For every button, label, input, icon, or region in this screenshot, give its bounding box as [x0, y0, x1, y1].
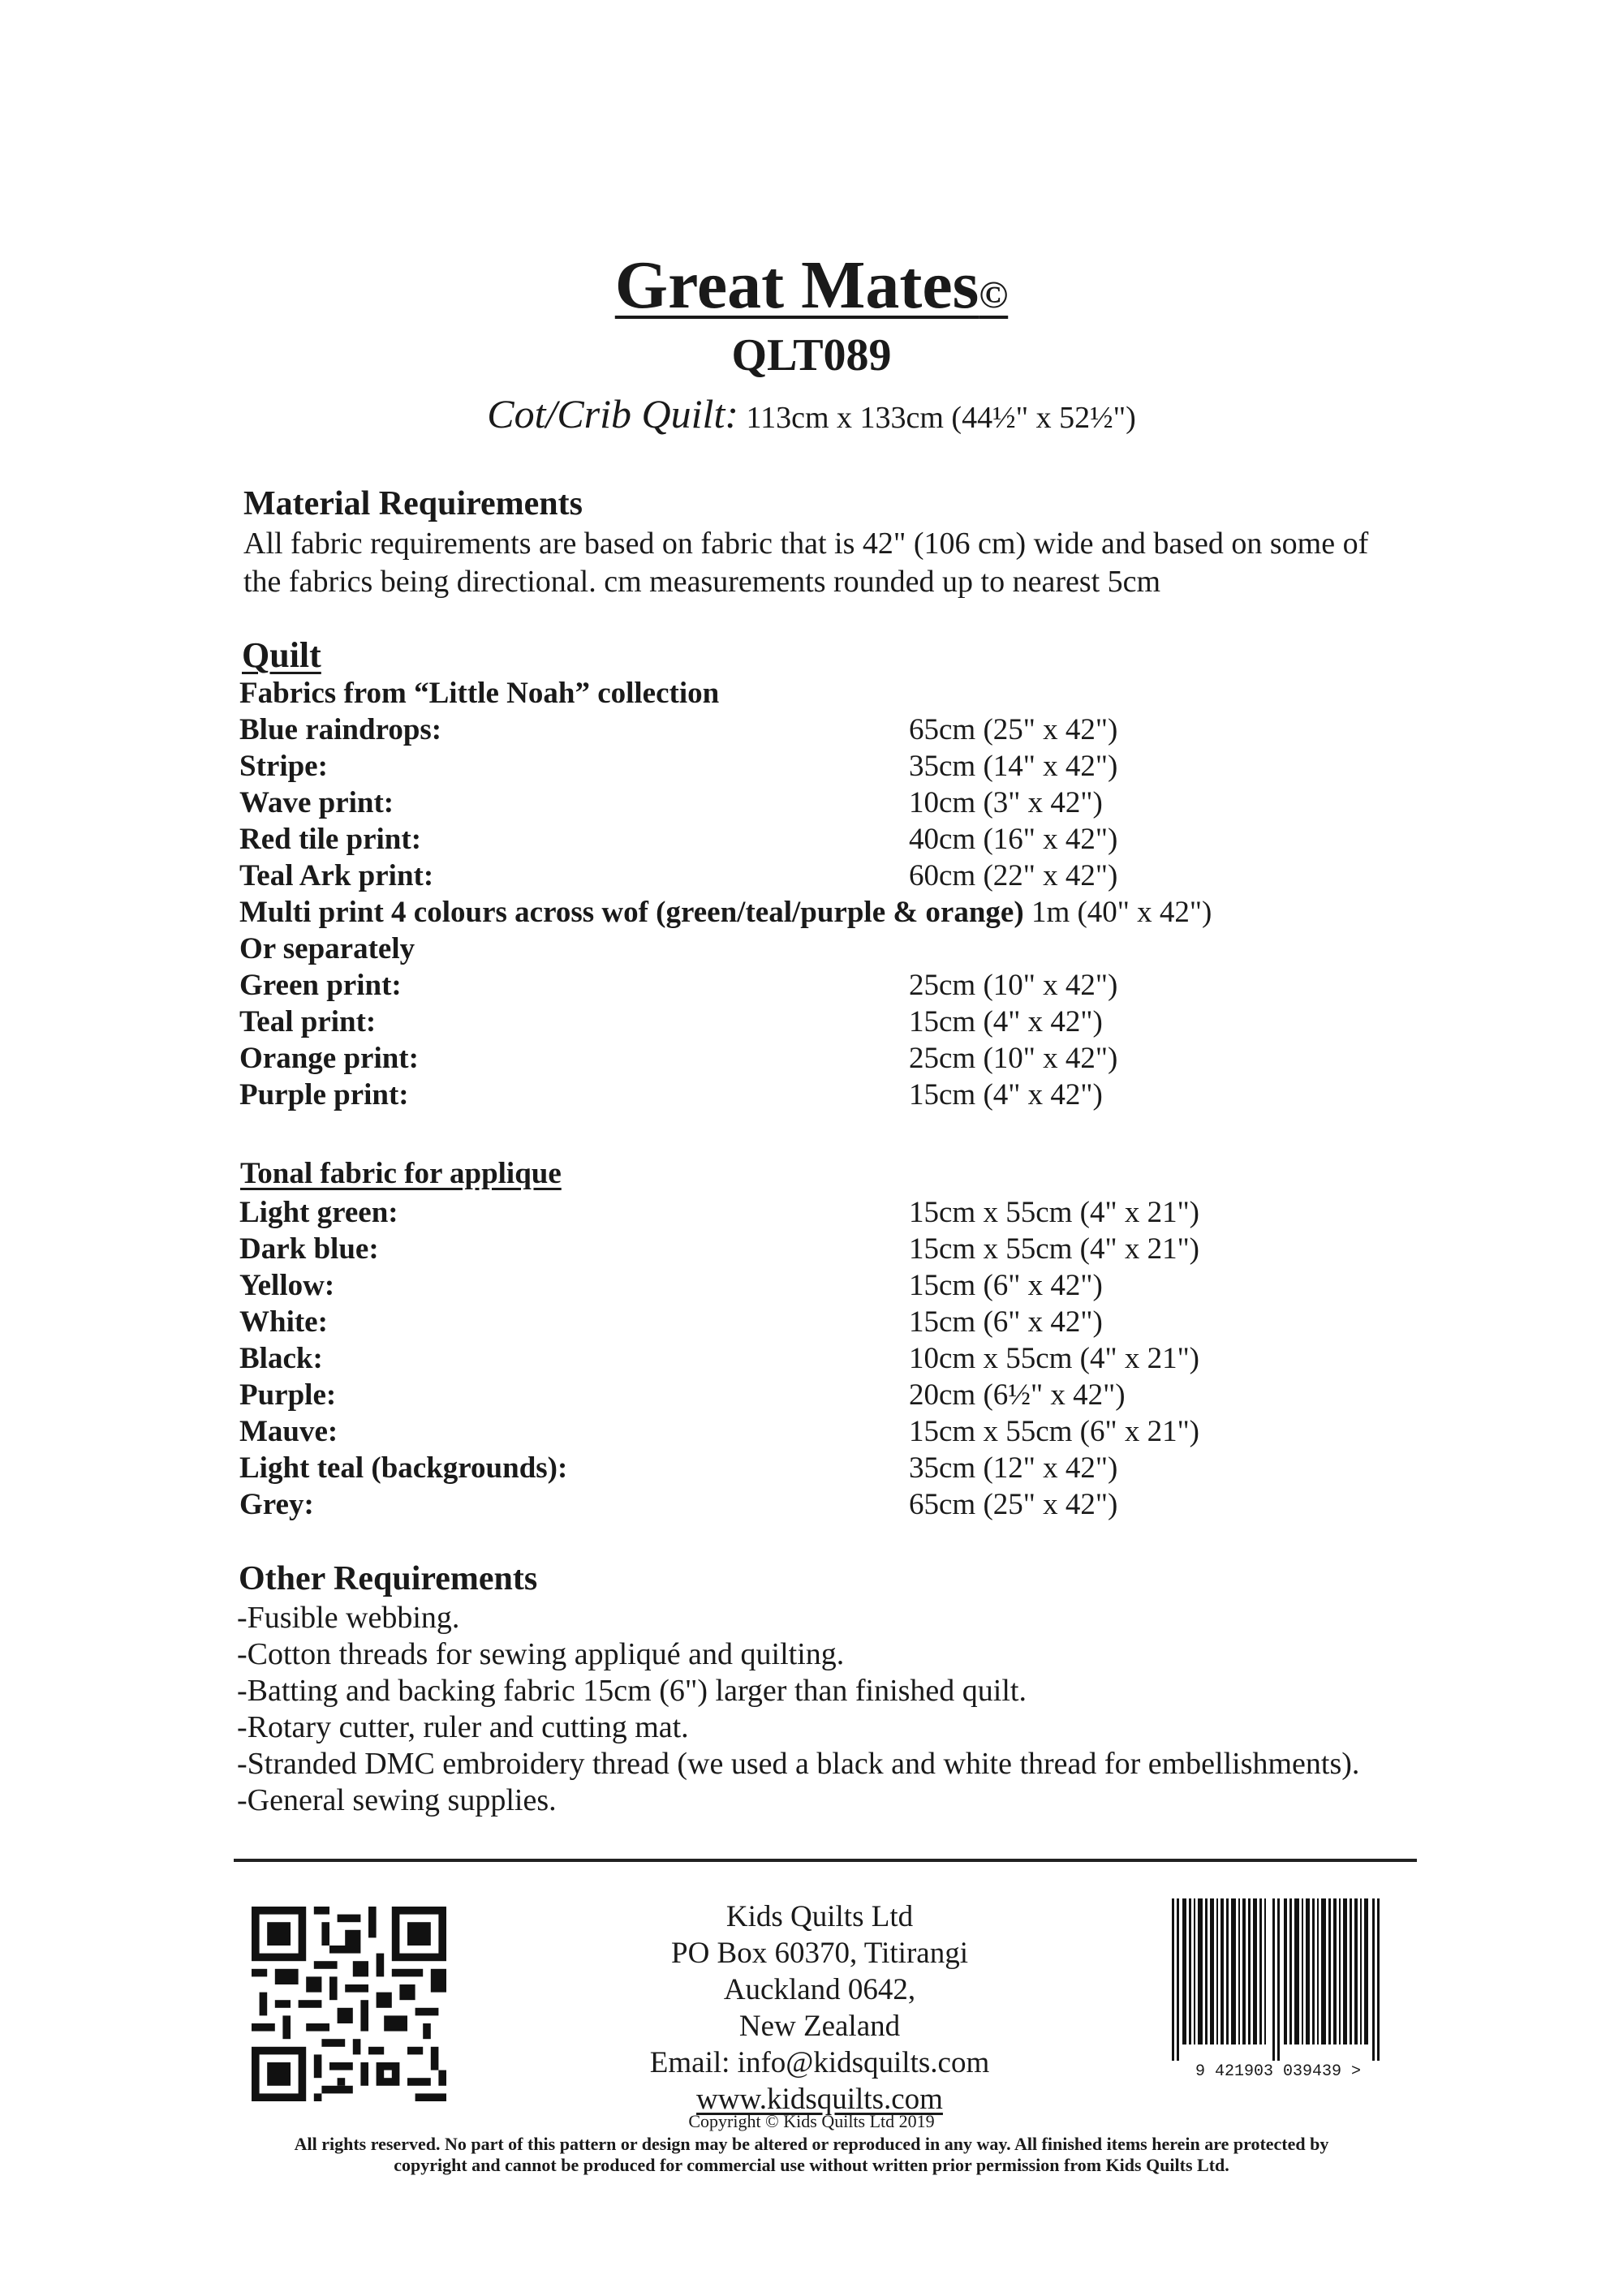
title-text: Great Mates	[614, 247, 979, 323]
list-item: -Stranded DMC embroidery thread (we used a black and white thread for embellishments).	[237, 1747, 1360, 1781]
multi-print-amount: 1m (40" x 42")	[1031, 896, 1212, 929]
separately-line	[239, 931, 1457, 967]
country: New Zealand	[738, 2010, 901, 2043]
email: Email: info@kidsquilts.com	[649, 2046, 990, 2079]
list-item: Green print: 25cm (10" x 42")	[239, 969, 1118, 1002]
rights-line-1: All rights reserved. No part of this pattern or design may be altered or reproduced in any way. All finished items herein are protected by	[294, 2134, 1329, 2154]
list-item: Yellow: 15cm (6" x 42")	[239, 1269, 1103, 1302]
po-box: PO Box 60370, Titirangi	[671, 1937, 968, 1970]
list-item: Dark blue: 15cm x 55cm (4" x 21")	[239, 1232, 1200, 1266]
list-item: Teal Ark print: 60cm (22" x 42")	[239, 859, 1118, 892]
qr-code-icon	[252, 1907, 446, 2101]
rights-notice	[211, 2134, 1412, 2176]
pattern-code: QLT089	[731, 330, 892, 381]
list-item: Wave print: 10cm (3" x 42")	[239, 786, 1103, 819]
list-item: Mauve: 15cm x 55cm (6" x 21")	[239, 1415, 1200, 1448]
company-name: Kids Quilts Ltd	[725, 1900, 914, 1933]
list-item: Stripe: 35cm (14" x 42")	[239, 750, 1118, 783]
quilt-heading: Quilt	[242, 635, 321, 675]
list-item: Orange print: 25cm (10" x 42")	[239, 1042, 1118, 1075]
material-line-2: the fabrics being directional. cm measurements rounded up to nearest 5cm	[243, 565, 1161, 599]
multi-print-name: Multi print 4 colours across wof (green/teal/purple & orange)	[239, 896, 1024, 929]
material-line-1: All fabric requirements are based on fabric that is 42" (106 cm) wide and based on some of	[243, 527, 1369, 561]
separately-label: Or separately	[239, 932, 415, 965]
list-item: Red tile print: 40cm (16" x 42")	[239, 823, 1118, 856]
barcode-icon	[1169, 1898, 1388, 2061]
website-link[interactable]: www.kidsquilts.com	[696, 2083, 943, 2116]
list-item: -Cotton threads for sewing appliqué and quilting.	[237, 1637, 845, 1671]
list-item: Light green: 15cm x 55cm (4" x 21")	[239, 1196, 1200, 1229]
list-item: -Fusible webbing.	[237, 1601, 460, 1635]
list-item: Light teal (backgrounds): 35cm (12" x 42")	[239, 1451, 1118, 1485]
other-requirements-list	[237, 1600, 1454, 1819]
list-item: Purple print: 15cm (4" x 42")	[239, 1078, 1103, 1111]
material-description	[243, 525, 1461, 601]
company-address	[568, 1898, 1071, 2118]
quilt-size	[0, 393, 1623, 434]
city: Auckland 0642,	[723, 1973, 916, 2006]
list-item: Purple: 20cm (6½" x 42")	[239, 1378, 1126, 1412]
copyright-symbol: ©	[979, 273, 1009, 316]
size-label: Cot/Crib Quilt:	[487, 391, 738, 436]
list-item: Blue raindrops: 65cm (25" x 42")	[239, 713, 1118, 746]
multi-print-line	[239, 894, 1457, 931]
collection-label: Fabrics from “Little Noah” collection	[239, 677, 720, 710]
list-item: Teal print: 15cm (4" x 42")	[239, 1005, 1103, 1038]
other-heading: Other Requirements	[239, 1560, 538, 1597]
tonal-heading: Tonal fabric for applique	[240, 1157, 562, 1190]
list-item: Grey: 65cm (25" x 42")	[239, 1488, 1118, 1521]
collection-line	[239, 675, 1457, 712]
list-item: -Rotary cutter, ruler and cutting mat.	[237, 1710, 689, 1744]
footer-divider	[234, 1859, 1417, 1862]
pattern-title	[0, 247, 1623, 323]
list-item: White: 15cm (6" x 42")	[239, 1305, 1103, 1339]
list-item: -Batting and backing fabric 15cm (6") larger than finished quilt.	[237, 1674, 1027, 1708]
tonal-fabric-list	[239, 1194, 1457, 1523]
barcode	[1169, 1898, 1388, 2085]
list-item: -General sewing supplies.	[237, 1783, 557, 1817]
size-value: 113cm x 133cm (44½" x 52½")	[746, 401, 1136, 435]
barcode-number: 9 421903 039439 >	[1195, 2062, 1362, 2081]
copyright-line: Copyright © Kids Quilts Ltd 2019	[688, 2111, 935, 2131]
material-heading: Material Requirements	[243, 485, 583, 522]
rights-line-2: copyright and cannot be produced for commercial use without written prior permission from Kids Quilts Ltd.	[394, 2155, 1229, 2175]
list-item: Black: 10cm x 55cm (4" x 21")	[239, 1342, 1200, 1375]
quilt-fabric-list	[239, 675, 1457, 1113]
